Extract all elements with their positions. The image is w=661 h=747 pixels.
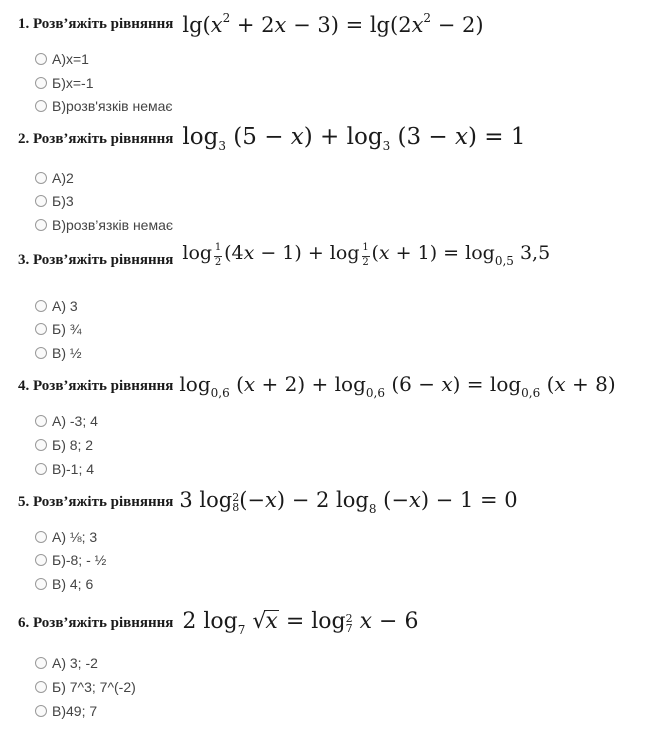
answer-option[interactable]: А) 3	[35, 298, 78, 314]
question-title: 5. Розв’яжіть рівняння	[18, 494, 174, 510]
answer-option[interactable]: В) 4; 6	[35, 576, 93, 592]
answer-option[interactable]: А) -3; 4	[35, 413, 98, 429]
answer-option[interactable]: Б) ¾	[35, 321, 81, 337]
radio-button[interactable]	[35, 681, 47, 693]
radio-button[interactable]	[35, 415, 47, 427]
radio-button[interactable]	[35, 53, 47, 65]
question-title: 2. Розв’яжіть рівняння	[18, 130, 174, 147]
answer-option[interactable]: А) 3; -2	[35, 655, 98, 671]
answer-option[interactable]: А)2	[35, 170, 74, 186]
equation: log $\frac{1}{2}$ (4x − 1) + log $\frac{1}{2}$ $(x + 1) = \log_{0,5} 3,5$	[182, 242, 551, 268]
equation: $\lg(x^2 + 2x - 3) = \lg(2x^2 - 2)$	[182, 11, 484, 37]
question-1	[18, 12, 484, 36]
question-4	[18, 374, 616, 399]
equation: 2 $\log_7 √x = \log 2$ 7 x − 6	[182, 609, 419, 637]
answer-option[interactable]: В)розв'язків немає	[35, 98, 173, 114]
question-title: 1. Розв’яжіть рівняння	[18, 15, 174, 32]
radio-button[interactable]	[35, 219, 47, 231]
radio-button[interactable]	[35, 195, 47, 207]
question-title: 6. Розв’яжіть рівняння	[18, 614, 174, 631]
answer-option[interactable]: Б)3	[35, 193, 74, 209]
radio-button[interactable]	[35, 439, 47, 451]
equation: $\log_3 (5 - x) + \log_3 (3 - x) = 1$	[182, 124, 526, 153]
radio-button[interactable]	[35, 100, 47, 112]
equation: 3 log2 8(−x) − 2 $\log_8 (-x) - 1 = 0$	[179, 488, 518, 516]
answer-option[interactable]: Б) 8; 2	[35, 437, 93, 453]
radio-button[interactable]	[35, 300, 47, 312]
answer-option[interactable]: Б)-8; - ½	[35, 552, 106, 568]
answer-option[interactable]: В) ½	[35, 345, 82, 361]
answer-option[interactable]: Б) 7^3; 7^(-2)	[35, 679, 136, 695]
answer-option[interactable]: А) ⅛; 3	[35, 529, 97, 545]
question-6	[18, 610, 418, 636]
question-title: 4. Розв’яжіть рівняння	[18, 378, 174, 394]
radio-button[interactable]	[35, 578, 47, 590]
radio-button[interactable]	[35, 77, 47, 89]
answer-option[interactable]: В)49; 7	[35, 703, 97, 719]
question-title: 3. Розв’яжіть рівняння	[18, 251, 174, 268]
radio-button[interactable]	[35, 463, 47, 475]
radio-button[interactable]	[35, 531, 47, 543]
answer-option[interactable]: Б)х=-1	[35, 75, 93, 91]
radio-button[interactable]	[35, 172, 47, 184]
radio-button[interactable]	[35, 657, 47, 669]
question-2	[18, 126, 526, 152]
answer-option[interactable]: А)х=1	[35, 51, 89, 67]
question-5	[18, 490, 518, 515]
radio-button[interactable]	[35, 323, 47, 335]
radio-button[interactable]	[35, 705, 47, 717]
question-3	[18, 243, 550, 277]
radio-button[interactable]	[35, 347, 47, 359]
radio-button[interactable]	[35, 554, 47, 566]
answer-option[interactable]: В)розв’язків немає	[35, 217, 173, 233]
answer-option[interactable]: В)-1; 4	[35, 461, 94, 477]
equation: $\log_{0,6} (x + 2) + \log_{0,6} (6 - x) = \log_{0,6} (x + 8)$	[179, 372, 616, 400]
